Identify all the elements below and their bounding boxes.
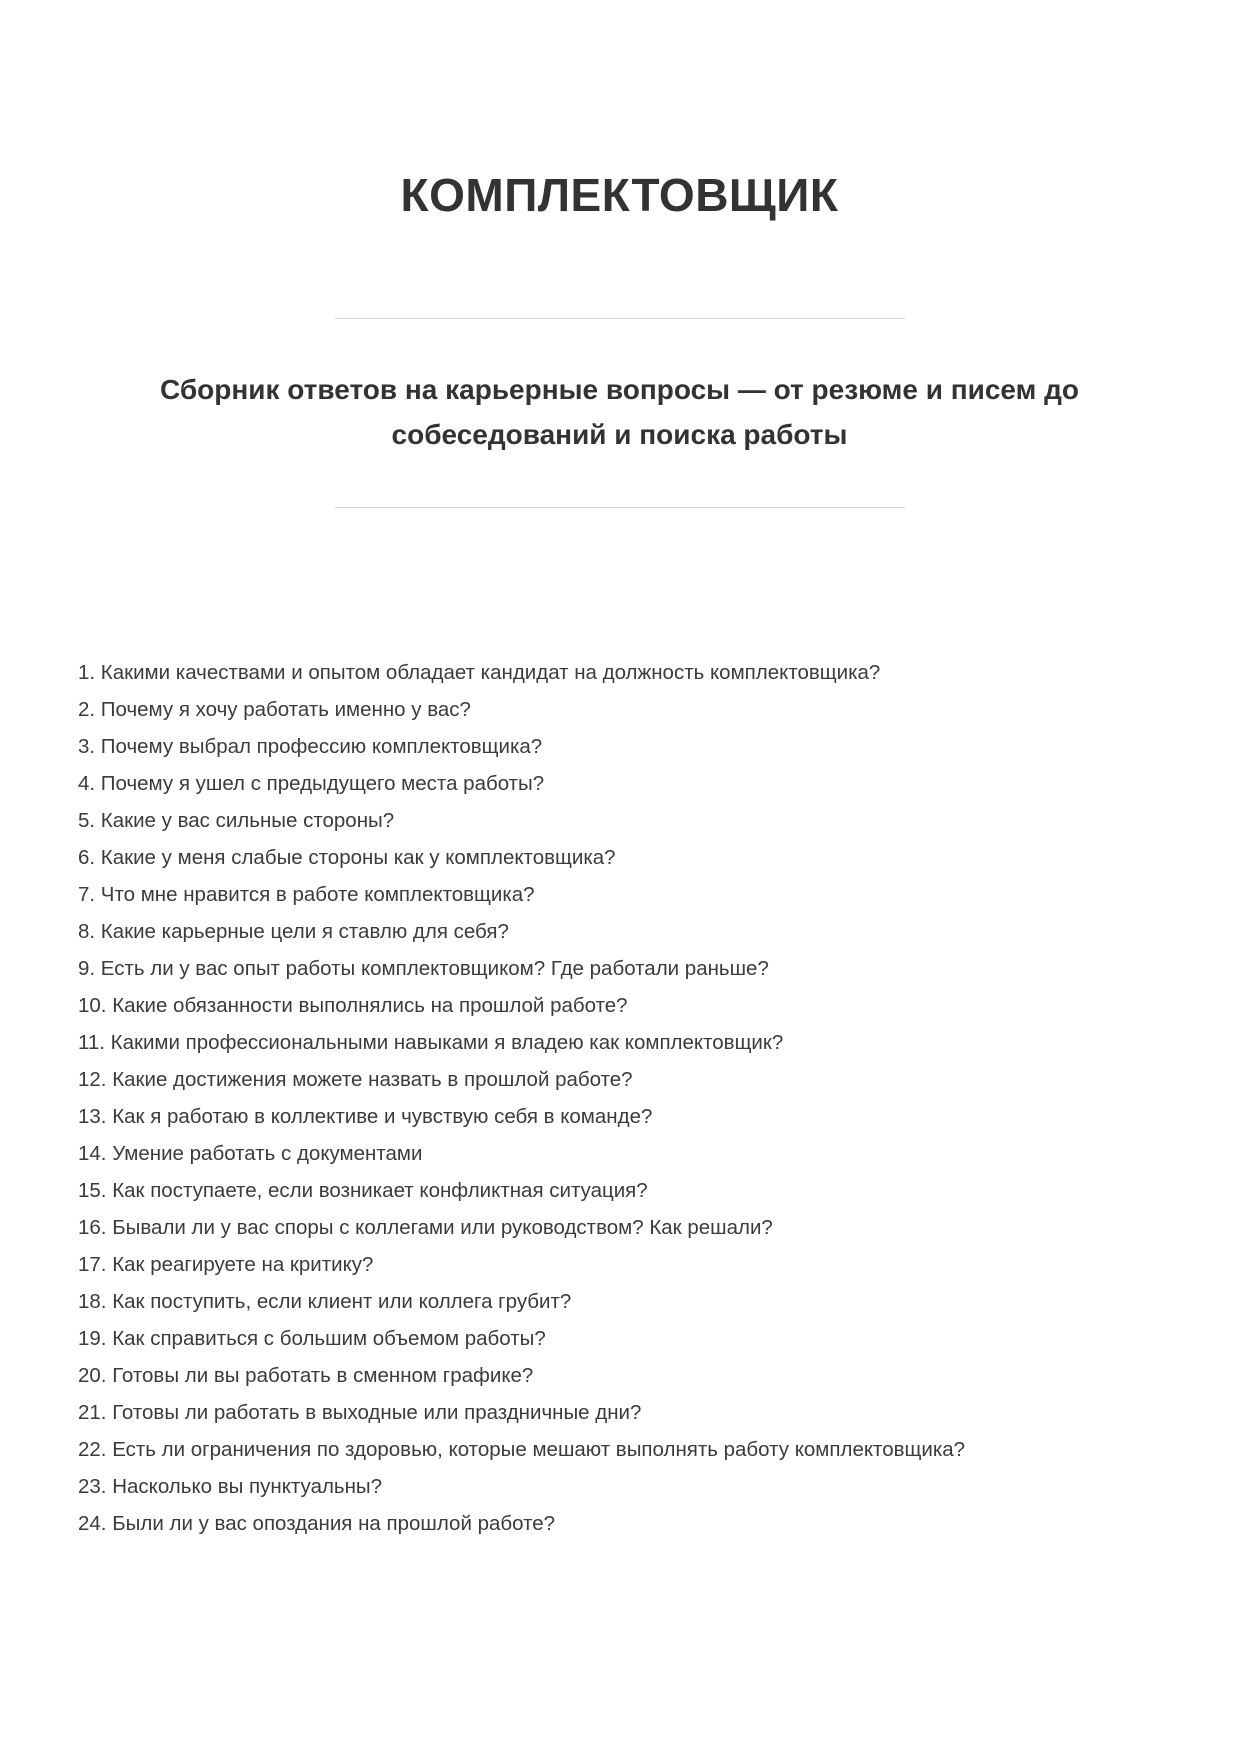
- list-item: 16. Бывали ли у вас споры с коллегами или руководством? Как решали?: [78, 1216, 773, 1239]
- list-item: 7. Что мне нравится в работе комплектовщика?: [78, 883, 535, 906]
- list-item: 24. Были ли у вас опоздания на прошлой работе?: [78, 1512, 556, 1535]
- list-item: 21. Готовы ли работать в выходные или праздничные дни?: [78, 1401, 642, 1424]
- divider-bottom: [335, 507, 905, 508]
- question-list: [78, 654, 1161, 1542]
- list-item: 17. Как реагируете на критику?: [78, 1253, 374, 1276]
- list-item: 11. Какими профессиональными навыками я владею как комплектовщик?: [78, 1031, 784, 1054]
- list-item: 6. Какие у меня слабые стороны как у комплектовщика?: [78, 846, 616, 869]
- list-item: 12. Какие достижения можете назвать в прошлой работе?: [78, 1068, 633, 1091]
- list-item: 18. Как поступить, если клиент или коллега грубит?: [78, 1290, 572, 1313]
- list-item: 4. Почему я ушел с предыдущего места работы?: [78, 772, 545, 795]
- list-item: 20. Готовы ли вы работать в сменном графике?: [78, 1364, 534, 1387]
- list-item: 10. Какие обязанности выполнялись на прошлой работе?: [78, 994, 628, 1017]
- list-item: 5. Какие у вас сильные стороны?: [78, 809, 395, 832]
- divider-top: [335, 318, 905, 319]
- list-item: 15. Как поступаете, если возникает конфликтная ситуация?: [78, 1179, 648, 1202]
- subtitle: Сборник ответов на карьерные вопросы — от резюме и писем до собеседований и поиска работы: [160, 374, 1079, 450]
- list-item: 13. Как я работаю в коллективе и чувствую себя в команде?: [78, 1105, 653, 1128]
- list-item: 3. Почему выбрал профессию комплектовщика?: [78, 735, 543, 758]
- list-item: 14. Умение работать с документами: [78, 1142, 423, 1165]
- list-item: 2. Почему я хочу работать именно у вас?: [78, 698, 471, 721]
- list-item: 19. Как справиться с большим объемом работы?: [78, 1327, 546, 1350]
- list-item: 9. Есть ли у вас опыт работы комплектовщиком? Где работали раньше?: [78, 957, 769, 980]
- page-title: КОМПЛЕКТОВЩИК: [400, 169, 839, 221]
- list-item: 23. Насколько вы пунктуальны?: [78, 1475, 383, 1498]
- list-item: 1. Какими качествами и опытом обладает кандидат на должность комплектовщика?: [78, 661, 881, 684]
- list-item: 22. Есть ли ограничения по здоровью, которые мешают выполнять работу комплектовщика?: [78, 1438, 966, 1461]
- list-item: 8. Какие карьерные цели я ставлю для себя?: [78, 920, 509, 943]
